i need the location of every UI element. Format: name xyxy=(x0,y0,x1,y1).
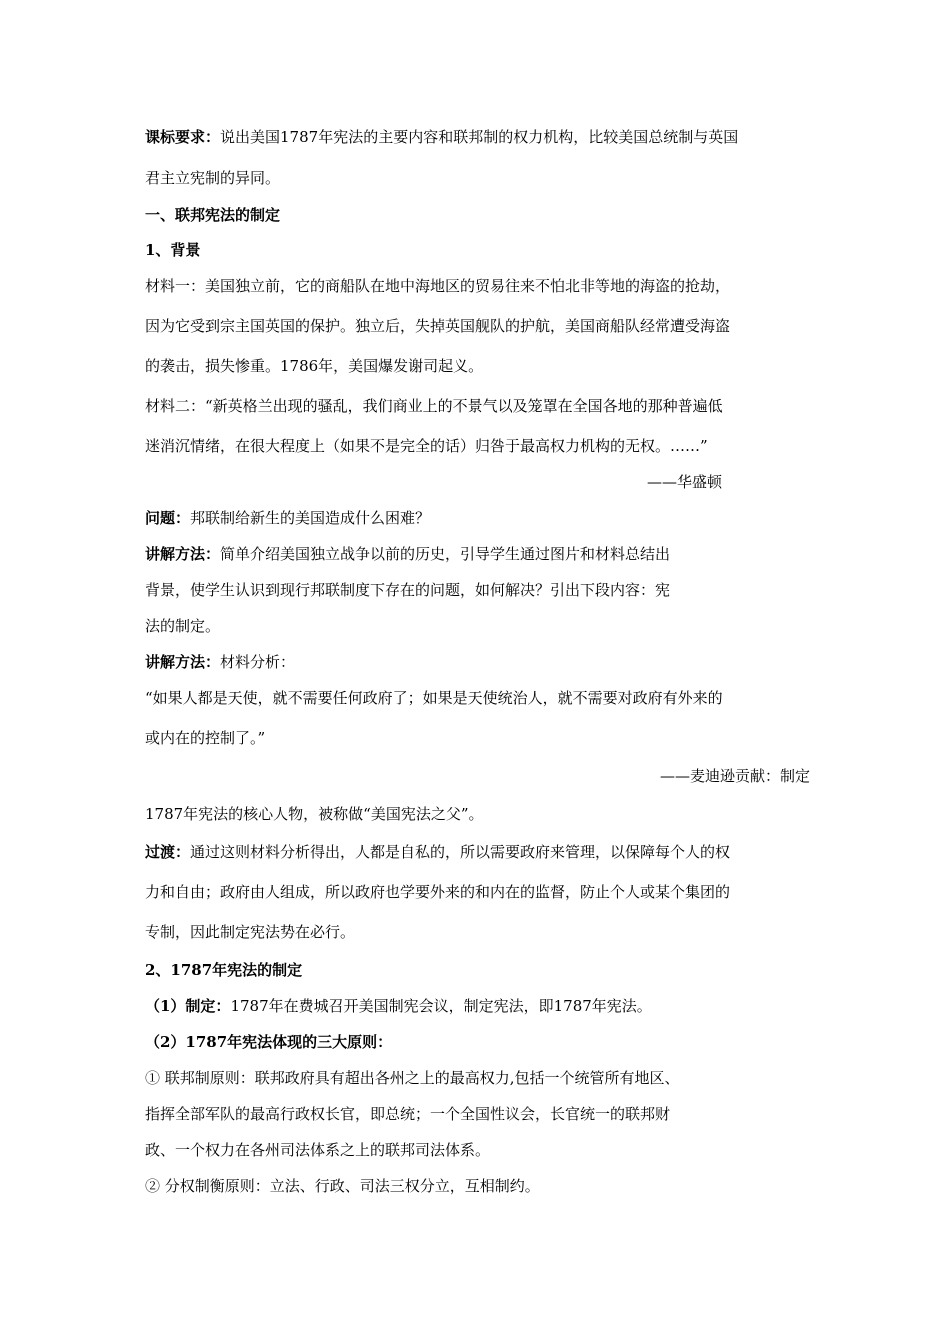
explanation-one-line-1: 讲解方法：简单介绍美国独立战争以前的历史，引导学生通过图片和材料总结出 xyxy=(145,545,671,563)
madison-contribution: 1787年宪法的核心人物，被称做“美国宪法之父”。 xyxy=(145,805,484,823)
subsection-heading-background: 1、背景 xyxy=(145,241,201,259)
transition-line-3: 专制，因此制定宪法势在必行。 xyxy=(145,923,356,941)
transition-line-2: 力和自由；政府由人组成，所以政府也学要外来的和内在的监督，防止个人或某个集团的 xyxy=(145,883,731,901)
material-two-line-1: 材料二：“新英格兰出现的骚乱，我们商业上的不景气以及笼罩在全国各地的那种普遍低 xyxy=(145,397,723,415)
question-line: 问题：邦联制给新生的美国造成什么困难？ xyxy=(145,509,431,527)
madison-quote-line-2: 或内在的控制了。” xyxy=(145,729,266,747)
material-two-attribution: ——华盛顿 xyxy=(646,473,722,491)
transition-label: 过渡： xyxy=(145,843,191,861)
explanation-label: 讲解方法： xyxy=(145,653,221,671)
explanation-label: 讲解方法： xyxy=(145,545,221,563)
explanation-one-line-2: 背景，使学生认识到现行邦联制度下存在的问题，如何解决？引出下段内容：宪 xyxy=(145,581,671,599)
explanation-one-line-3: 法的制定。 xyxy=(145,617,221,635)
madison-attribution: ——麦迪逊贡献：制定 xyxy=(659,767,810,785)
point-one-line: （1）制定：1787年在费城召开美国制宪会议，制定宪法，即1787年宪法。 xyxy=(145,997,652,1015)
point-one-label: （1）制定： xyxy=(145,997,231,1015)
principle-one-line-3: 政、一个权力在各州司法体系之上的联邦司法体系。 xyxy=(145,1141,491,1159)
curriculum-requirement-line-2: 君主立宪制的异同。 xyxy=(145,169,281,187)
subsection-heading-constitution: 2、1787年宪法的制定 xyxy=(145,961,303,979)
principle-one-line-2: 指挥全部军队的最高行政权长官，即总统；一个全国性议会，长官统一的联邦财 xyxy=(145,1105,671,1123)
explanation-two-line: 讲解方法：材料分析： xyxy=(145,653,296,671)
material-one-line-3: 的袭击，损失惨重。1786年，美国爆发谢司起义。 xyxy=(145,357,484,375)
curriculum-requirement-label: 课标要求： xyxy=(145,128,221,146)
section-heading-1: 一、联邦宪法的制定 xyxy=(145,206,281,224)
principle-two-line: ② 分权制衡原则：立法、行政、司法三权分立，互相制约。 xyxy=(145,1177,540,1195)
material-one-line-1: 材料一：美国独立前，它的商船队在地中海地区的贸易往来不怕北非等地的海盗的抢劫， xyxy=(145,277,731,295)
transition-line-1: 过渡：通过这则材料分析得出，人都是自私的，所以需要政府来管理，以保障每个人的权 xyxy=(145,843,731,861)
curriculum-requirement-line-1: 课标要求：说出美国1787年宪法的主要内容和联邦制的权力机构，比较美国总统制与英国 xyxy=(145,128,739,146)
madison-quote-line-1: “如果人都是天使，就不需要任何政府了；如果是天使统治人，就不需要对政府有外来的 xyxy=(145,689,723,707)
point-two-heading: （2）1787年宪法体现的三大原则： xyxy=(145,1033,393,1051)
material-two-line-2: 迷消沉情绪，在很大程度上（如果不是完全的话）归咎于最高权力机构的无权。……” xyxy=(145,437,708,455)
principle-one-line-1: ① 联邦制原则：联邦政府具有超出各州之上的最高权力,包括一个统管所有地区、 xyxy=(145,1069,680,1087)
question-label: 问题： xyxy=(145,509,191,527)
material-one-line-2: 因为它受到宗主国英国的保护。独立后，失掉英国舰队的护航，美国商船队经常遭受海盗 xyxy=(145,317,731,335)
